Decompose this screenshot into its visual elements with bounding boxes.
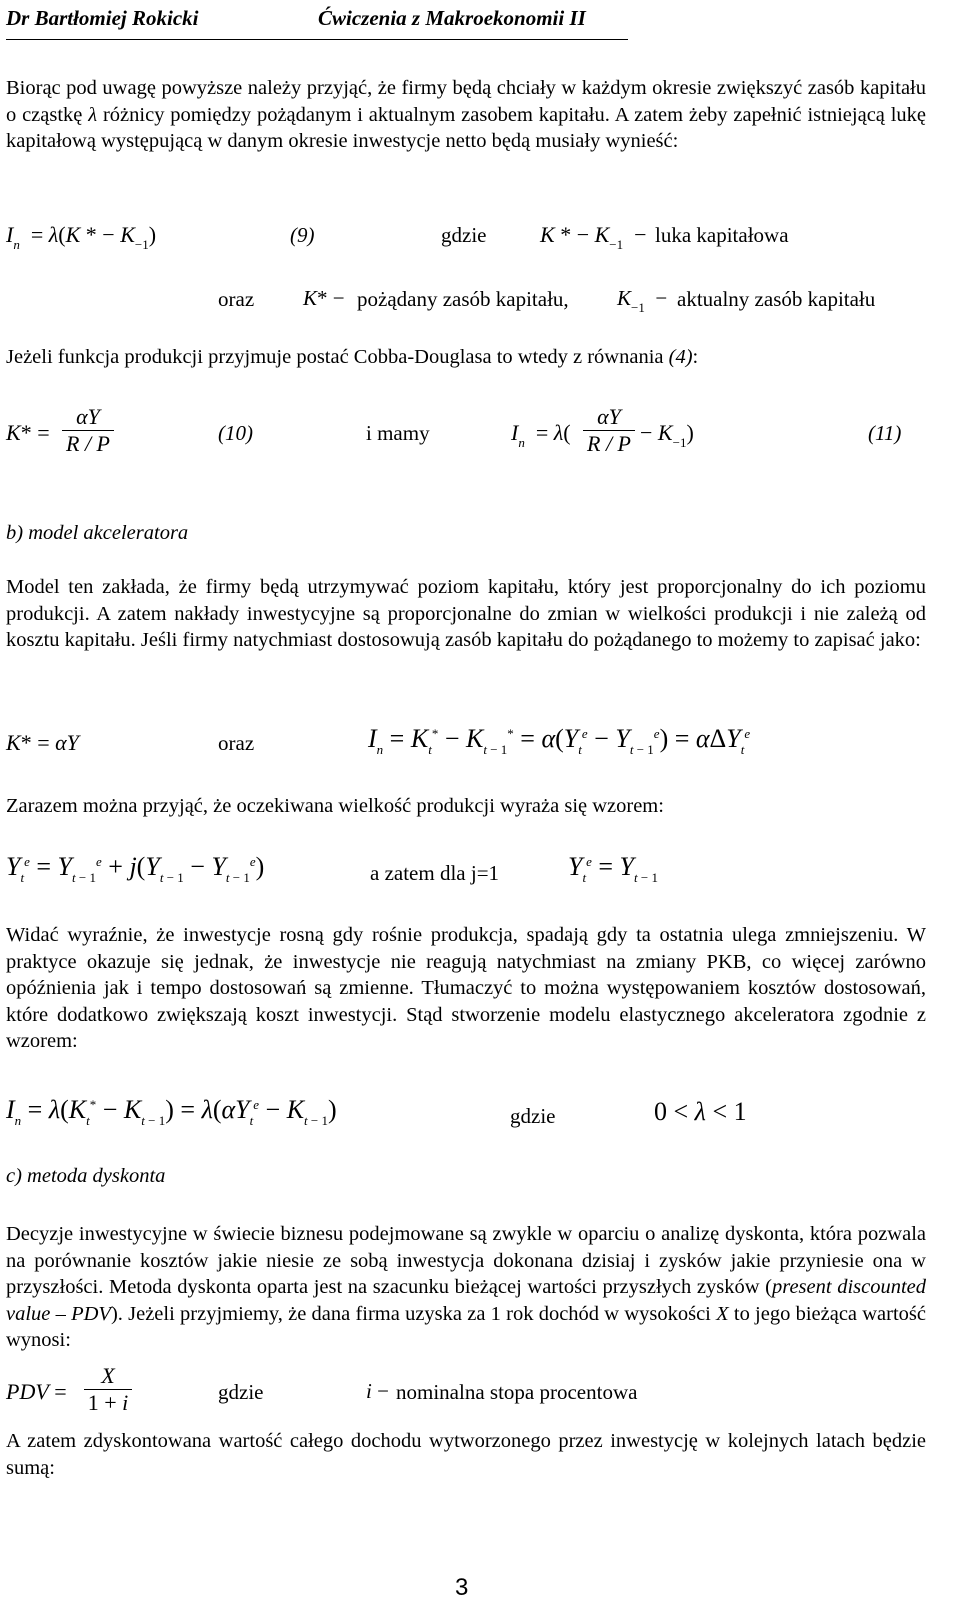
label-i-mamy: i mamy [366,421,430,445]
paragraph-cobb-douglas: Jeżeli funkcja produkcji przyjmuje postać Cobba-Douglasa to wtedy z równania (4): [6,346,699,368]
paragraph-accelerator: Model ten zakłada, że firmy będą utrzymywać poziom kapitału, który jest proporcjonalny do ich poziomu produkcji. A zatem nakłady inwestycyjne są proporcjonalne do zmian w wielkości produkcji i nie zależą od kosztu kapitału. Jeśli firmy natychmiast dostosowują zasób kapitału do pożądanego to możemy to zapisać jako: [6,576,926,651]
paragraph-sum: A zatem zdyskontowana wartość całego dochodu wytworzonego przez inwestycję w kolejnych latach będzie sumą: [6,1430,926,1479]
page-header [6,6,628,31]
paragraph-intro: Biorąc pod uwagę powyższe należy przyjąć, że firmy będą chciały w każdym okresie zwiększyć zasób kapitału o cząstkę λ różnicy pomiędzy pożądanym i aktualnym zasobem kapitału. A zatem żeby zapełnić istniejącą lukę kapitałową występującą w danym okresie inwestycje netto będą musiały wynieść: [6,77,927,152]
label-a-zatem-dla-j1: a zatem dla j=1 [370,861,500,885]
equation-kstar-alphaY: K* = αY [6,730,79,755]
fraction-alphaY-over-R-P-2: $\frac{\alpha Y}{R / P}$ [583,404,635,457]
header-rule [6,39,628,40]
equation-11-rhs: − $K_{-1}$) [640,420,694,450]
paragraph-flexible-accelerator: Widać wyraźnie, że inwestycje rosną gdy rośnie produkcja, spadają gdy ta ostatnia ulega zmniejszeniu. W praktyce okazuje się jednak, że inwestycje nie reagują natychmiast na zmiany PKB, co więcej zarówno opóźnienia jak i tempo dostosowań są zmienne. Tłumaczyć to można występowaniem kosztów dostosowań, które dodatkowo zwiększają koszt inwestycji. Stąd stworzenie modelu elastycznego akceleratora zgodnie z wzorem: [6,924,926,1052]
page-number: 3 [455,1574,469,1601]
label-pozadany: pożądany zasób kapitału, [357,287,569,311]
equation-11-lhs: $I_n = \lambda$( [511,420,571,450]
section-b-heading: b) model akceleratora [6,522,189,544]
k-minus-1-symbol: $K_{-1}$ − [617,286,668,315]
i-symbol: i − [366,1379,389,1403]
label-gdzie: gdzie [441,223,487,247]
label-nominal-rate: nominalna stopa procentowa [396,1380,638,1404]
label-oraz-2: oraz [218,731,255,755]
equation-10-lhs: K* = [6,420,50,445]
label-gdzie-2: gdzie [510,1104,556,1128]
equation-9-number: (9) [290,223,315,247]
equation-pdv-lhs: PDV = [6,1379,67,1404]
capital-gap-expression: K * − $K_{-1}$ − [540,222,647,252]
label-gdzie-3: gdzie [218,1380,264,1404]
fraction-X-over-1-plus-i: $\frac{X}{1 + i}$ [84,1363,132,1416]
label-aktualny: aktualny zasób kapitału [677,287,876,311]
header-author: Dr Bartłomiej Rokicki [6,6,199,30]
equation-9: $I_n = \lambda(K$ * − $K_{-1}$) [6,222,157,252]
lambda-symbol: λ [88,103,98,126]
equation-11-number: (11) [868,421,902,445]
section-c-heading: c) metoda dyskonta [6,1165,166,1187]
lambda-bounds: 0 < λ < 1 [654,1097,747,1126]
equation-10-number: (10) [218,421,253,445]
equation-ye-equals-y: $Y_t^e = Y_{t - 1}$ [568,852,658,885]
fraction-alphaY-over-R-P: $\frac{\alpha Y}{R / P}$ [62,404,114,457]
paragraph-expected-output: Zarazem można przyjąć, że oczekiwana wielkość produkcji wyraża się wzorem: [6,795,664,817]
paragraph-discount: Decyzje inwestycyjne w świecie biznesu podejmowane są zwykle w oparciu o analizę dyskonta, która pozwala na porównanie kosztów jakie niesie ze sobą inwestycja dokonana dzisiaj i zysków jakie przyniesie ona w przyszłości. Metoda dyskonta oparta jest na szacunku bieżącej wartości przyszłych zysków (present discounted value – PDV). Jeżeli przyjmiemy, że dana firma uzyska za 1 rok dochód w wysokości X to jego bieżąca wartość wynosi: [6,1223,927,1351]
equation-expected-output: $Y_t^e = Y_{t - 1}^e + j(Y_{t - 1} - Y_{t - 1}^e)$ [6,852,265,885]
label-oraz: oraz [218,287,255,311]
equation-flexible-accelerator: $I_n = \lambda(K_t^* - K_{t - 1}) = \lambda(\alpha Y_t^e - K_{t - 1})$ [6,1095,337,1128]
header-course: Ćwiczenia z Makroekonomii II [318,6,586,30]
kstar-symbol: K* − [303,286,345,310]
label-luka: luka kapitałowa [655,223,789,247]
equation-accelerator: $I_n = K_t^* - K_{t - 1}^* = \alpha(Y_t^e - Y_{t - 1}^e) = \alpha\Delta Y_t^e$ [368,724,751,757]
